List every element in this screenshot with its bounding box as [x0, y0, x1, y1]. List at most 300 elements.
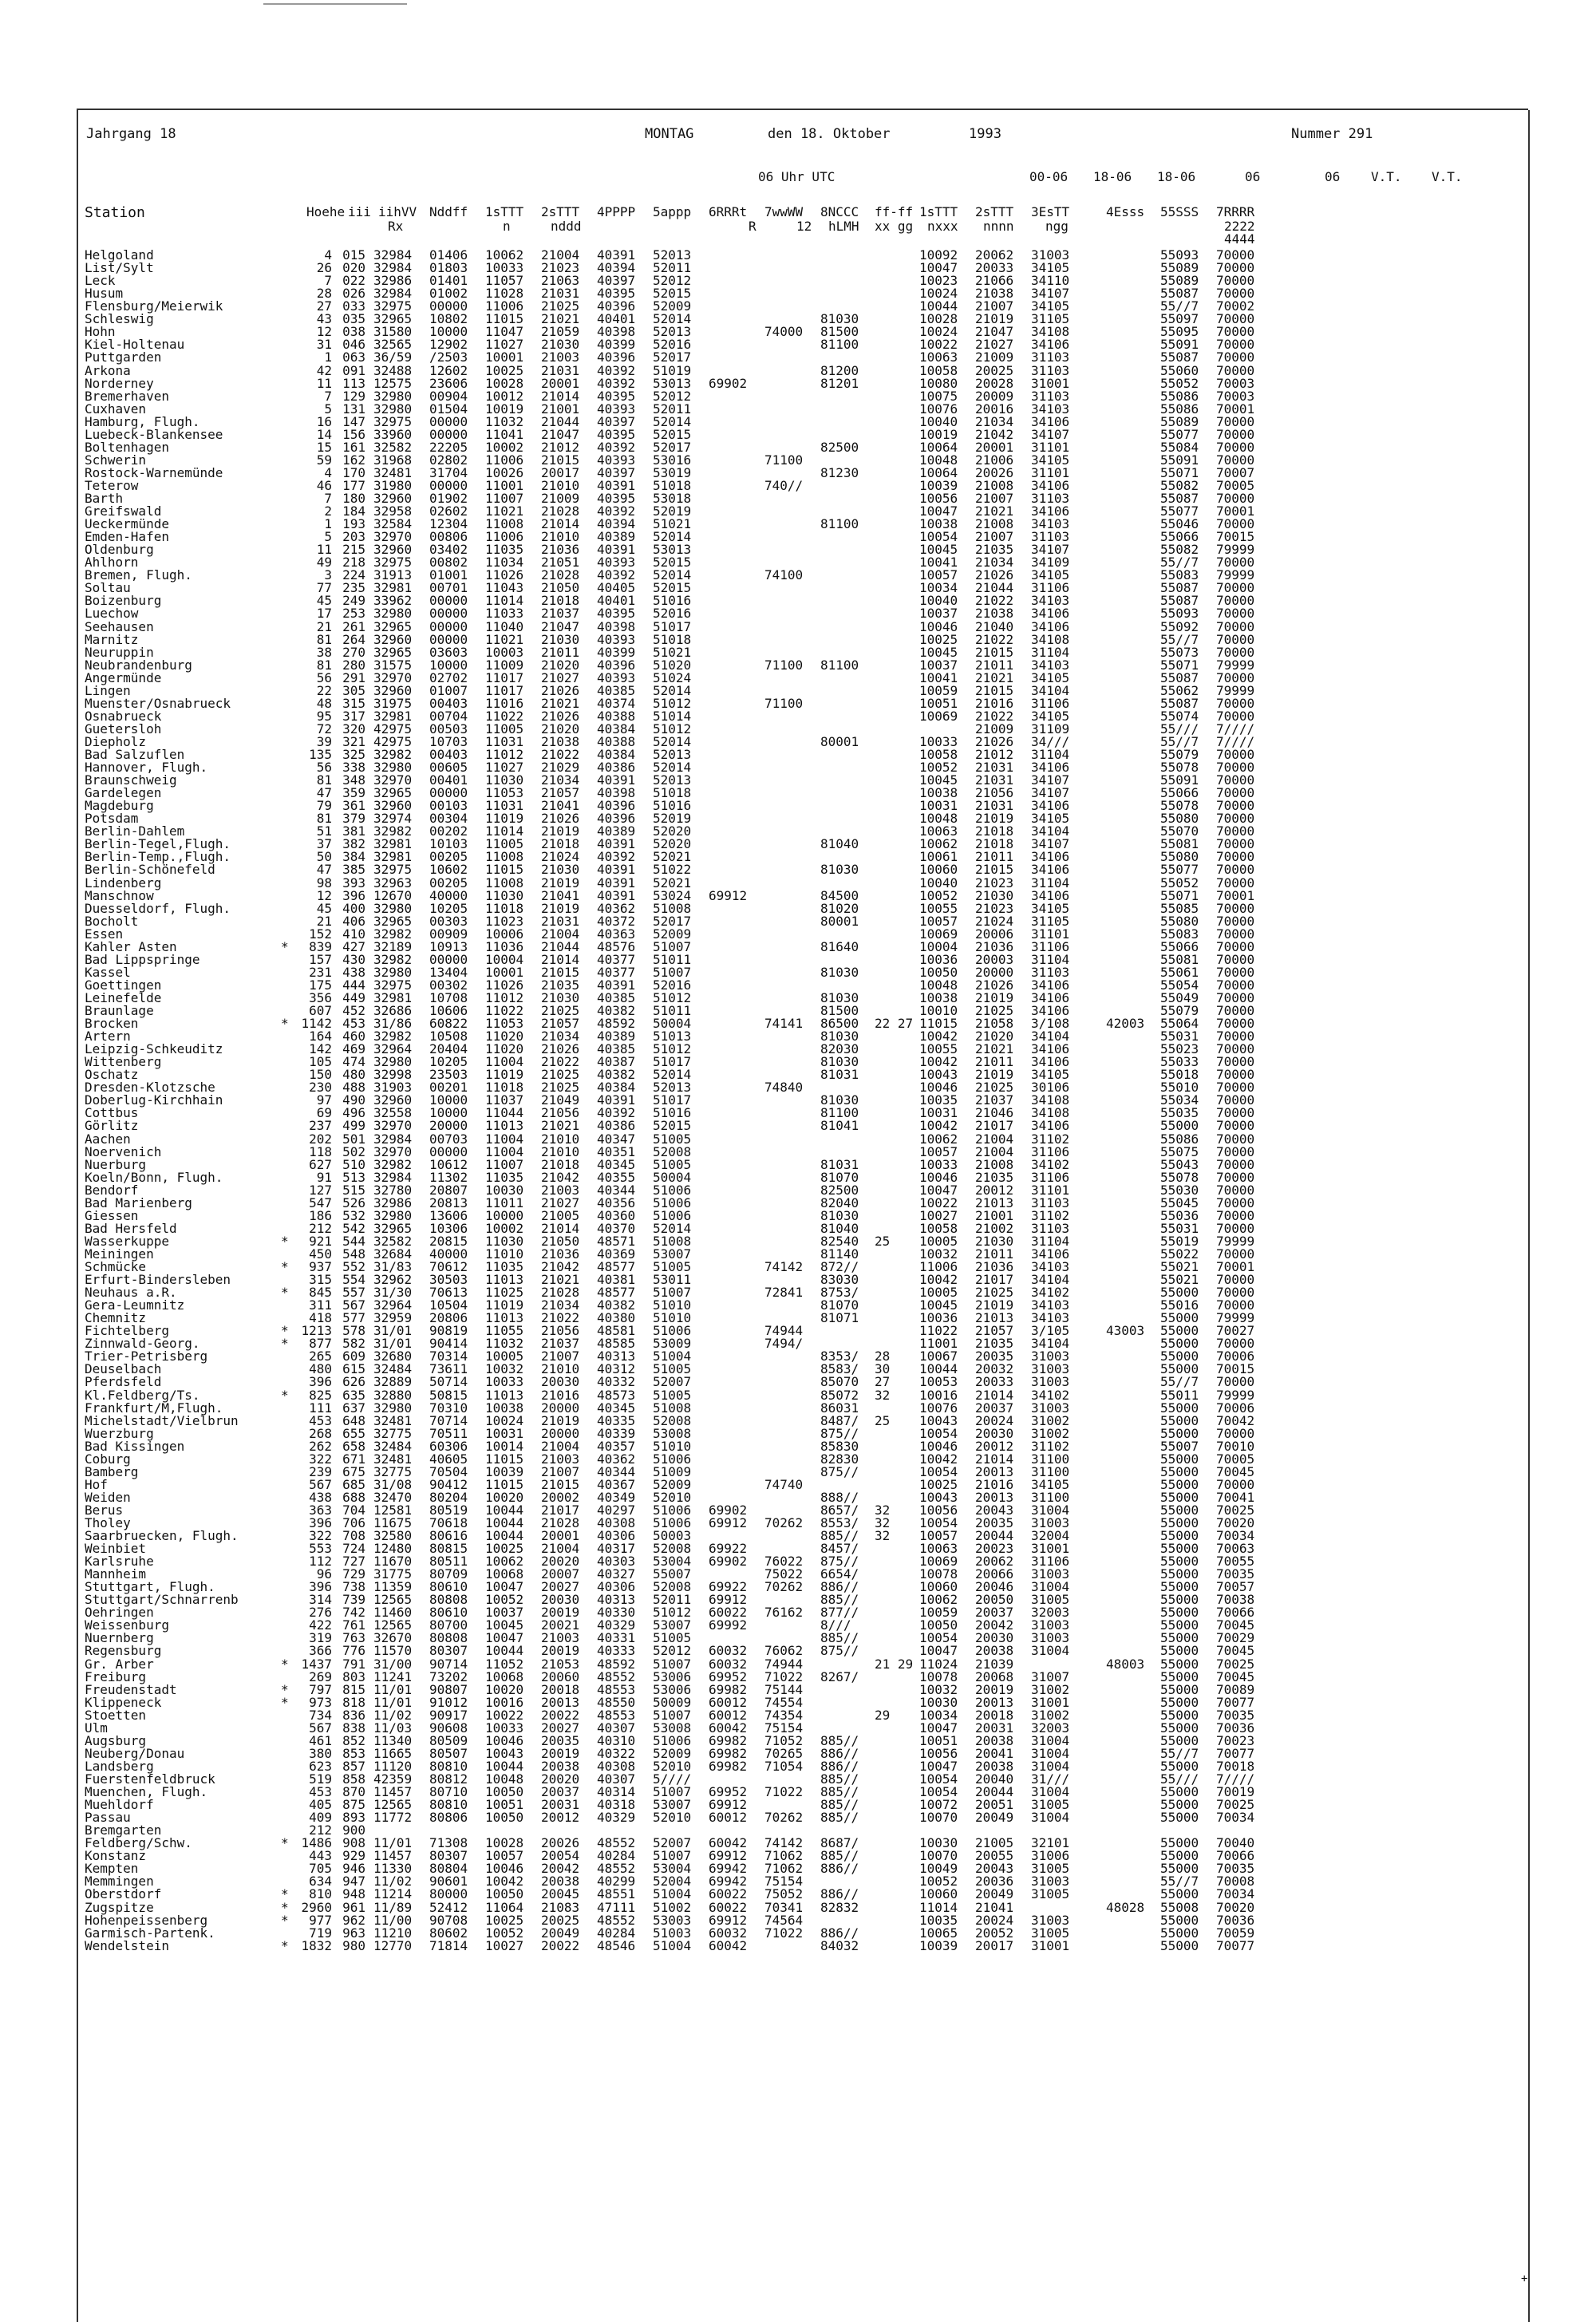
6rrrt: 69982 [709, 1745, 748, 1761]
station-name: Angermünde [85, 669, 162, 685]
hoehe: 453 [309, 1784, 332, 1799]
2sttt-b: 20032 [975, 1361, 1014, 1377]
2sttt: 21027 [541, 669, 580, 685]
iihvv: 32982 [373, 1029, 413, 1045]
4pppp: 40372 [597, 913, 636, 929]
iii: 338 [342, 760, 365, 775]
7rrrr: 70000 [1216, 1297, 1255, 1313]
7rrrr: 70000 [1216, 1131, 1255, 1147]
hoehe: 112 [309, 1554, 332, 1570]
table-row [0, 300, 1596, 313]
iihvv: 11670 [373, 1554, 413, 1570]
station-name: Kempten [85, 1861, 139, 1877]
weekday: MONTAG [645, 126, 694, 142]
iii: 727 [342, 1554, 365, 1570]
iii: 235 [342, 580, 365, 596]
3estt: 31001 [1031, 1541, 1070, 1557]
1sttt: 11053 [485, 1016, 524, 1031]
1sttt-b: 10051 [919, 695, 958, 711]
nddff: 40605 [429, 1451, 468, 1467]
55sss: 55089 [1160, 413, 1199, 429]
ff-ff: 25 [875, 1412, 891, 1428]
iihvv: 32982 [373, 926, 413, 942]
4pppp: 40362 [597, 1451, 636, 1467]
2sttt: 21014 [541, 516, 580, 531]
3estt: 31001 [1031, 1937, 1070, 1953]
sub-12: 12 [796, 219, 812, 234]
3estt: 31100 [1031, 1463, 1070, 1479]
7rrrr: 70035 [1216, 1861, 1255, 1877]
2sttt: 21015 [541, 452, 580, 468]
2sttt-b: 21019 [975, 1067, 1014, 1083]
2sttt-b: 20017 [975, 1937, 1014, 1953]
4pppp: 40389 [597, 823, 636, 839]
1sttt: 10050 [485, 1784, 524, 1799]
4pppp: 40393 [597, 401, 636, 417]
7rrrr: 70000 [1216, 1118, 1255, 1134]
4pppp: 40385 [597, 989, 636, 1005]
nddff: 01902 [429, 491, 468, 506]
5appp: 52019 [653, 811, 692, 827]
4pppp: 40313 [597, 1592, 636, 1608]
2sttt: 20001 [541, 375, 580, 391]
4pppp: 40331 [597, 1630, 636, 1646]
7rrrr: 70000 [1216, 1272, 1255, 1287]
2sttt-b: 20046 [975, 1579, 1014, 1595]
iihvv: 32775 [373, 1425, 413, 1441]
iii: 499 [342, 1118, 365, 1134]
nddff: 00304 [429, 811, 468, 827]
sub-n: n [503, 219, 511, 234]
5appp: 51007 [653, 1707, 692, 1723]
iii: 020 [342, 260, 365, 276]
7wwww: 71052 [764, 1732, 804, 1748]
55sss: 55000 [1160, 1336, 1199, 1352]
nddff: 60822 [429, 1016, 468, 1031]
hoehe: 47 [316, 785, 332, 801]
iihvv: 32975 [373, 298, 413, 314]
5appp: 53009 [653, 1336, 692, 1352]
2sttt: 21042 [541, 1169, 580, 1185]
1sttt: 11019 [485, 1297, 524, 1313]
5appp: 52013 [653, 747, 692, 762]
col-iii: iii [348, 204, 371, 219]
55sss: 55091 [1160, 772, 1199, 788]
col-2sttt: 2sTTT [541, 204, 580, 219]
iii: 147 [342, 413, 365, 429]
col-6rrrt: 6RRRt [709, 204, 748, 219]
8nccc: 885// [820, 1784, 859, 1799]
55sss: 55045 [1160, 1195, 1199, 1210]
2sttt: 21022 [541, 747, 580, 762]
7rrrr: 79999 [1216, 567, 1255, 583]
station-name: Coburg [85, 1451, 131, 1467]
7wwww: 70262 [764, 1579, 804, 1595]
55sss: 55000 [1160, 1310, 1199, 1326]
iihvv: 11/02 [373, 1707, 413, 1723]
5appp: 52012 [653, 388, 692, 404]
1sttt: 11043 [485, 580, 524, 596]
5appp: 51017 [653, 1092, 692, 1108]
nddff: 31704 [429, 464, 468, 480]
8nccc: 80001 [820, 913, 859, 929]
station-name: Luebeck-Blankensee [85, 426, 223, 442]
55sss: 55000 [1160, 1694, 1199, 1710]
5appp: 53003 [653, 1912, 692, 1928]
iihvv: 32580 [373, 1528, 413, 1543]
7rrrr: 79999 [1216, 1310, 1255, 1326]
iii: 729 [342, 1566, 365, 1582]
8nccc: 81040 [820, 1220, 859, 1236]
7rrrr: 70015 [1216, 529, 1255, 545]
hoehe: 39 [316, 733, 332, 749]
station-name: Bremgarten [85, 1822, 162, 1838]
nddff: 80804 [429, 1861, 468, 1877]
1sttt-b: 10048 [919, 811, 958, 827]
2sttt-b: 21007 [975, 298, 1014, 314]
55sss: 55073 [1160, 644, 1199, 660]
55sss: 55066 [1160, 785, 1199, 801]
5appp: 52013 [653, 324, 692, 340]
8nccc: 877// [820, 1605, 859, 1621]
1sttt: 11031 [485, 733, 524, 749]
4pppp: 40330 [597, 1605, 636, 1621]
1sttt-b: 10034 [919, 1707, 958, 1723]
4pppp: 40317 [597, 1541, 636, 1557]
1sttt-b: 10038 [919, 785, 958, 801]
1sttt: 11047 [485, 324, 524, 340]
1sttt: 10005 [485, 1349, 524, 1364]
55sss: 55021 [1160, 1259, 1199, 1274]
iii: 739 [342, 1592, 365, 1608]
iii: 382 [342, 836, 365, 852]
iihvv: 32481 [373, 464, 413, 480]
6rrrt: 60032 [709, 1656, 748, 1672]
2sttt: 21035 [541, 977, 580, 993]
iihvv: 11675 [373, 1515, 413, 1530]
nddff: 73611 [429, 1361, 468, 1377]
2sttt-b: 20049 [975, 1886, 1014, 1902]
iihvv: 32986 [373, 273, 413, 289]
table-row [0, 710, 1596, 723]
5appp: 52011 [653, 1592, 692, 1608]
1sttt-b: 10035 [919, 1912, 958, 1928]
station-name: Weiden [85, 1489, 131, 1505]
3estt: 31004 [1031, 1643, 1070, 1659]
nddff: 70314 [429, 1349, 468, 1364]
2sttt-b: 20012 [975, 1438, 1014, 1454]
7rrrr: 70000 [1216, 362, 1255, 378]
1sttt: 10001 [485, 964, 524, 980]
iii: 893 [342, 1810, 365, 1826]
1sttt: 10050 [485, 1810, 524, 1826]
col-nddff: Nddff [429, 204, 468, 219]
55sss: 55061 [1160, 964, 1199, 980]
group-06-b: 06 [1325, 169, 1341, 184]
nddff: 00000 [429, 413, 468, 429]
5appp: 52011 [653, 260, 692, 276]
iihvv: 12670 [373, 887, 413, 903]
iihvv: 32775 [373, 1463, 413, 1479]
55sss: 55086 [1160, 401, 1199, 417]
2sttt: 21010 [541, 1361, 580, 1377]
55sss: 55092 [1160, 618, 1199, 634]
1sttt-b: 10045 [919, 644, 958, 660]
nddff: 80810 [429, 1797, 468, 1813]
5appp: 52014 [653, 413, 692, 429]
hoehe: 230 [309, 1080, 332, 1096]
7rrrr: 70001 [1216, 503, 1255, 519]
1sttt-b: 10038 [919, 516, 958, 531]
iii: 253 [342, 606, 365, 622]
station-name: Seehausen [85, 618, 154, 634]
3estt: 32003 [1031, 1605, 1070, 1621]
1sttt: 10051 [485, 1797, 524, 1813]
5appp: 51016 [653, 593, 692, 609]
2sttt: 20022 [541, 1707, 580, 1723]
3estt: 34105 [1031, 1476, 1070, 1492]
2sttt: 21041 [541, 887, 580, 903]
1sttt: 10030 [485, 1182, 524, 1198]
iihvv: 12565 [373, 1797, 413, 1813]
4pppp: 48553 [597, 1681, 636, 1697]
station-name: Oschatz [85, 1067, 139, 1083]
3estt: 31103 [1031, 964, 1070, 980]
55sss: 55071 [1160, 464, 1199, 480]
3estt: 34106 [1031, 618, 1070, 634]
7rrrr: 70000 [1216, 785, 1255, 801]
hoehe: 91 [316, 1169, 332, 1185]
3estt: 34108 [1031, 631, 1070, 647]
2sttt-b: 20025 [975, 362, 1014, 378]
6rrrt: 69922 [709, 1579, 748, 1595]
iihvv: 11/03 [373, 1720, 413, 1736]
55sss: 55000 [1160, 1861, 1199, 1877]
station-name: Regensburg [85, 1643, 162, 1659]
1sttt-b: 10063 [919, 349, 958, 365]
station-name: Hamburg, Flugh. [85, 413, 200, 429]
3estt: 31003 [1031, 1630, 1070, 1646]
8nccc: 81030 [820, 1207, 859, 1223]
7wwww: 71100 [764, 695, 804, 711]
iii: 249 [342, 593, 365, 609]
hoehe: 212 [309, 1220, 332, 1236]
3estt: 34102 [1031, 1387, 1070, 1403]
2sttt: 21026 [541, 1041, 580, 1057]
1sttt: 11034 [485, 555, 524, 571]
4pppp: 40351 [597, 1143, 636, 1159]
nddff: 80700 [429, 1617, 468, 1633]
4pppp: 40391 [597, 862, 636, 878]
2sttt-b: 20052 [975, 1925, 1014, 1941]
station-name: Norderney [85, 375, 154, 391]
5appp: 51017 [653, 618, 692, 634]
iihvv: 32189 [373, 938, 413, 954]
nddff: /2503 [429, 349, 468, 365]
8nccc: 8353/ [820, 1349, 859, 1364]
hoehe: 81 [316, 631, 332, 647]
iii: 170 [342, 464, 365, 480]
table-row [0, 774, 1596, 787]
table-row [0, 428, 1596, 441]
7rrrr: 70057 [1216, 1579, 1255, 1595]
5appp: 53008 [653, 1425, 692, 1441]
4pppp: 40297 [597, 1502, 636, 1518]
hoehe: 973 [309, 1694, 332, 1710]
hoehe: 239 [309, 1463, 332, 1479]
6rrrt: 69992 [709, 1617, 748, 1633]
4pppp: 40327 [597, 1566, 636, 1582]
hoehe: 1 [324, 516, 332, 531]
5appp: 51012 [653, 695, 692, 711]
1sttt: 11006 [485, 452, 524, 468]
3estt: 3/105 [1031, 1323, 1070, 1339]
2sttt-b: 21026 [975, 733, 1014, 749]
1sttt: 10052 [485, 1592, 524, 1608]
4pppp: 40396 [597, 811, 636, 827]
3estt: 31003 [1031, 1874, 1070, 1890]
1sttt-b: 10048 [919, 977, 958, 993]
2sttt-b: 21037 [975, 1092, 1014, 1108]
8nccc: 85072 [820, 1387, 859, 1403]
7rrrr: 70045 [1216, 1463, 1255, 1479]
table-row [0, 1350, 1596, 1363]
station-name: Kahler Asten [85, 938, 177, 954]
7wwww: 74100 [764, 567, 804, 583]
2sttt: 21015 [541, 1476, 580, 1492]
4pppp: 40382 [597, 1067, 636, 1083]
6rrrt: 69902 [709, 1502, 748, 1518]
col-7rrrr: 7RRRR [1216, 204, 1255, 219]
55sss: 55046 [1160, 516, 1199, 531]
5appp: 51016 [653, 798, 692, 814]
1sttt-b: 10052 [919, 760, 958, 775]
station-name: Braunschweig [85, 772, 177, 788]
6rrrt: 69952 [709, 1784, 748, 1799]
1sttt-b: 10030 [919, 1694, 958, 1710]
table-row [0, 1412, 1596, 1428]
1sttt: 10025 [485, 362, 524, 378]
7rrrr: 70000 [1216, 413, 1255, 429]
55sss: 55000 [1160, 1617, 1199, 1633]
2sttt-b: 21022 [975, 593, 1014, 609]
2sttt: 21020 [541, 657, 580, 673]
5appp: 51010 [653, 1310, 692, 1326]
iihvv: 12480 [373, 1541, 413, 1557]
2sttt: 20022 [541, 1937, 580, 1953]
2sttt-b: 20024 [975, 1912, 1014, 1928]
55sss: 55000 [1160, 1886, 1199, 1902]
8nccc: 85830 [820, 1438, 859, 1454]
4pppp: 48581 [597, 1323, 636, 1339]
55sss: 55000 [1160, 1554, 1199, 1570]
6rrrt: 69912 [709, 1797, 748, 1813]
nddff: 90601 [429, 1874, 468, 1890]
hoehe: 7 [324, 388, 332, 404]
iihvv: 32965 [373, 311, 413, 327]
2sttt-b: 20028 [975, 375, 1014, 391]
iii: 022 [342, 273, 365, 289]
5appp: 52016 [653, 977, 692, 993]
6rrrt: 60032 [709, 1925, 748, 1941]
table-row [0, 951, 1596, 967]
1sttt: 11017 [485, 669, 524, 685]
2sttt-b: 20038 [975, 1758, 1014, 1774]
1sttt: 11021 [485, 631, 524, 647]
4pppp: 48577 [597, 1285, 636, 1300]
7rrrr: 70000 [1216, 1374, 1255, 1390]
4pppp: 40395 [597, 426, 636, 442]
2sttt: 20031 [541, 1797, 580, 1813]
iii: 948 [342, 1886, 365, 1902]
iii: 554 [342, 1272, 365, 1287]
3estt: 31004 [1031, 1502, 1070, 1518]
nddff: 00401 [429, 772, 468, 788]
nddff: 00503 [429, 721, 468, 736]
5appp: 51004 [653, 1886, 692, 1902]
55sss: 55000 [1160, 1630, 1199, 1646]
nddff: 00802 [429, 555, 468, 571]
2sttt: 20038 [541, 1758, 580, 1774]
7rrrr: 70000 [1216, 1067, 1255, 1083]
1sttt-b: 10005 [919, 1233, 958, 1249]
1sttt-b: 10039 [919, 477, 958, 493]
station-name: Boltenhagen [85, 439, 169, 455]
iii: 704 [342, 1502, 365, 1518]
1sttt: 11035 [485, 1169, 524, 1185]
6rrrt: 69902 [709, 1554, 748, 1570]
station-name: Bad Salzuflen [85, 747, 185, 762]
iihvv: 32684 [373, 1246, 413, 1262]
3estt: 34106 [1031, 849, 1070, 865]
2sttt-b: 21016 [975, 695, 1014, 711]
3estt: 31103 [1031, 1220, 1070, 1236]
3estt: 31104 [1031, 644, 1070, 660]
1sttt-b: 10010 [919, 1003, 958, 1018]
vt-label-2: V.T. [1432, 169, 1463, 184]
2sttt: 21014 [541, 1220, 580, 1236]
iii: 315 [342, 695, 365, 711]
hoehe: 396 [309, 1579, 332, 1595]
iihvv: 32584 [373, 516, 413, 531]
1sttt: 10052 [485, 1925, 524, 1941]
iihvv: 32964 [373, 1297, 413, 1313]
3estt: 31103 [1031, 491, 1070, 506]
7rrrr: 70000 [1216, 1246, 1255, 1262]
1sttt: 10028 [485, 375, 524, 391]
iihvv: 11210 [373, 1925, 413, 1941]
5appp: 55007 [653, 1566, 692, 1582]
2sttt: 20000 [541, 1400, 580, 1416]
5appp: 53011 [653, 1272, 692, 1287]
nddff: 10703 [429, 733, 468, 749]
hoehe: 31 [316, 337, 332, 353]
iihvv: 32982 [373, 1156, 413, 1172]
2sttt: 21004 [541, 926, 580, 942]
7rrrr: 7//// [1216, 733, 1255, 749]
5appp: 52013 [653, 247, 692, 263]
iihvv: 31913 [373, 567, 413, 583]
table-row [0, 1402, 1596, 1415]
iihvv: 32981 [373, 580, 413, 596]
sub-nxxx: nxxx [927, 219, 958, 234]
55sss: 55010 [1160, 1080, 1199, 1096]
table-row [0, 1184, 1596, 1197]
iii: 184 [342, 503, 365, 519]
4esss: 48028 [1106, 1899, 1145, 1915]
8nccc: 84032 [820, 1937, 859, 1953]
3estt: 34106 [1031, 1246, 1070, 1262]
